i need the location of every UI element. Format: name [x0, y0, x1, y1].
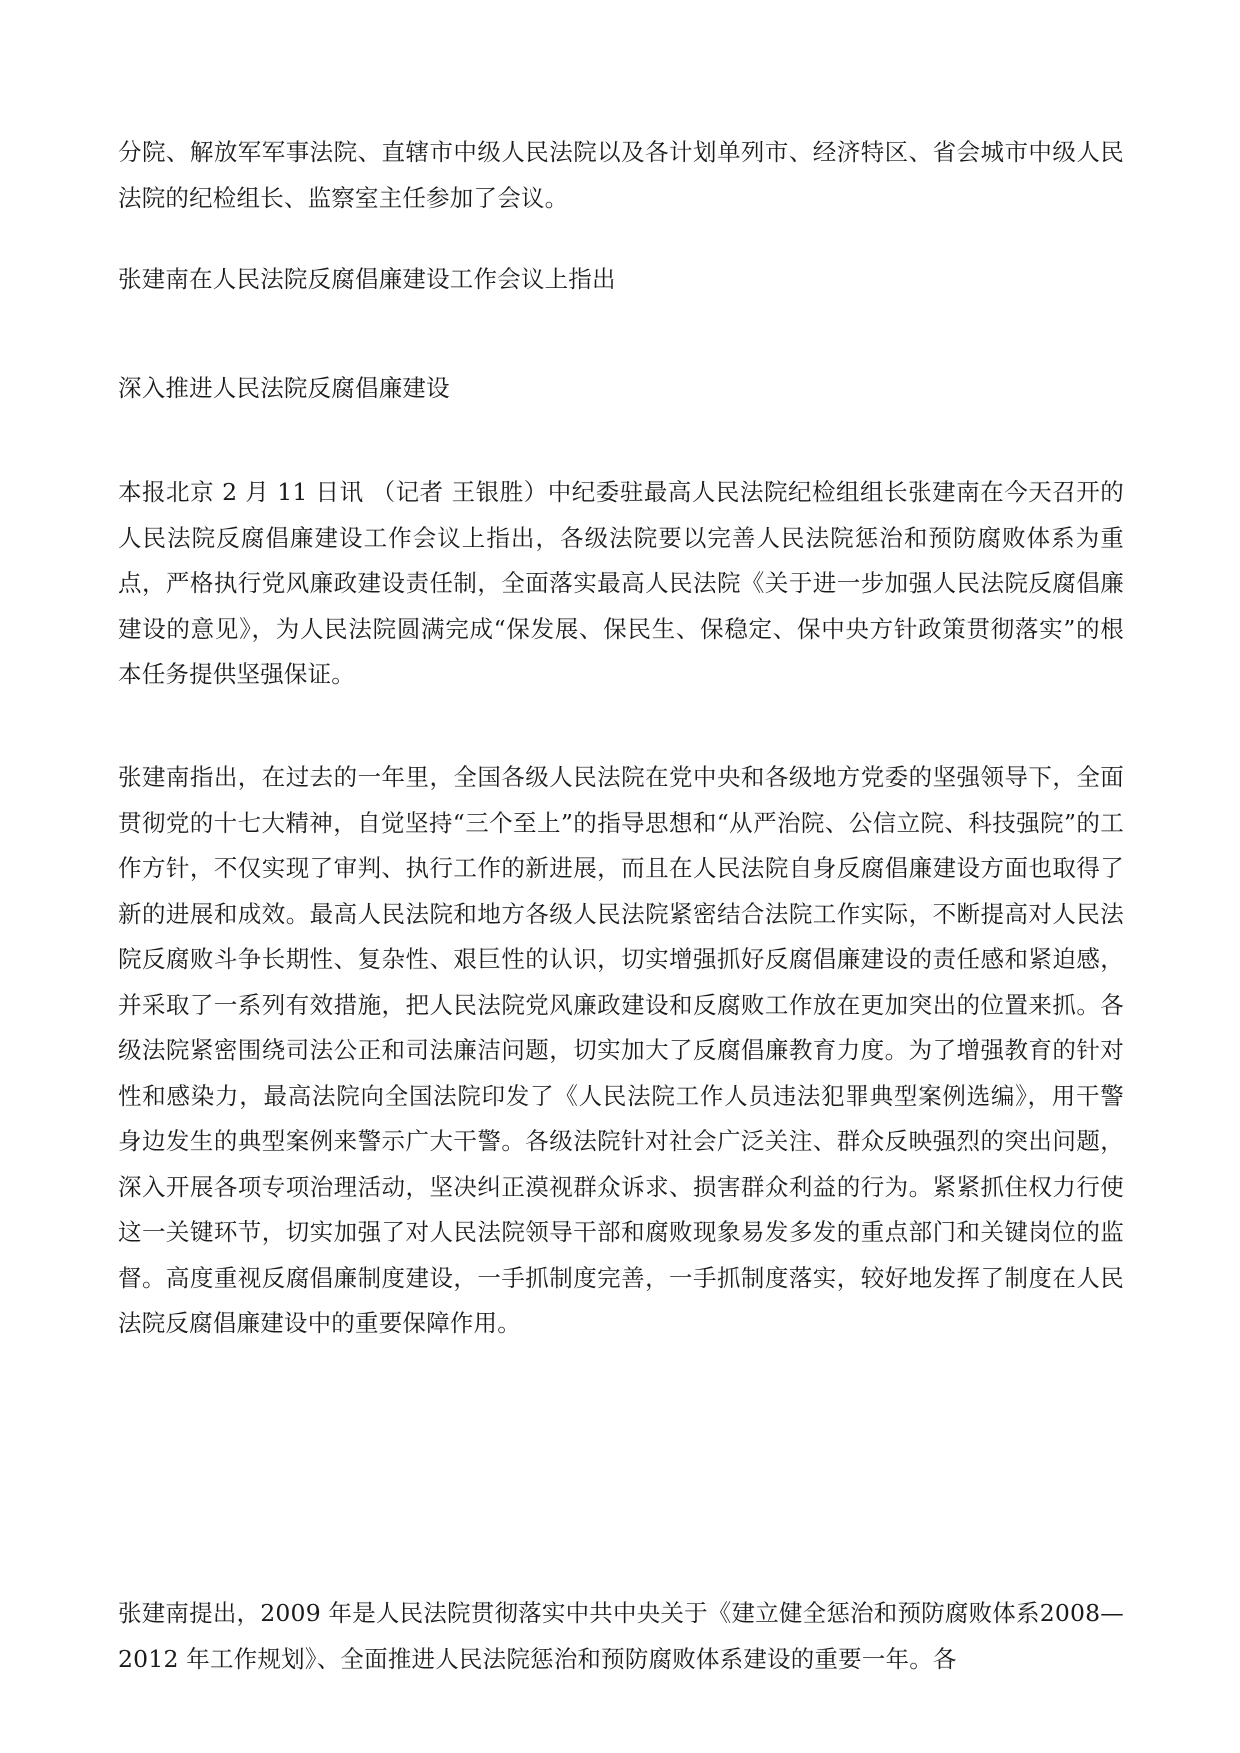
paragraph-body: 张建南指出，在过去的一年里，全国各级人民法院在党中央和各级地方党委的坚强领导下，全面贯彻党的十七大精神，自觉坚持“三个至上”的指导思想和“从严治院、公信立院、科技强院”的工作方针，不仅实现了审判、执行工作的新进展，而且在人民法院自身反腐倡廉建设方面也取得了新的进展和成效。最高人民法院和地方各级人民法院紧密结合法院工作实际，不断提高对人民法院反腐败斗争长期性、复杂性、艰巨性的认识，切实增强抓好反腐倡廉建设的责任感和紧迫感，并采取了一系列有效措施，把人民法院党风廉政建设和反腐败工作放在更加突出的位置来抓。各级法院紧密围绕司法公正和司法廉洁问题，切实加大了反腐倡廉教育力度。为了增强教育的针对性和感染力，最高法院向全国法院印发了《人民法院工作人员违法犯罪典型案例选编》，用干警身边发生的典型案例来警示广大干警。各级法院针对社会广泛关注、群众反映强烈的突出问题，深入开展各项专项治理活动，坚决纠正漠视群众诉求、损害群众利益的行为。紧紧抓住权力行使这一关键环节，切实加强了对人民法院领导干部和腐败现象易发多发的重点部门和关键岗位的监督。高度重视反腐倡廉制度建设，一手抓制度完善，一手抓制度落实，较好地发挥了制度在人民法院反腐倡廉建设中的重要保障作用。 [118, 763, 1124, 1337]
paragraph-lead: 本报北京 2 月 11 日讯 （记者 王银胜）中纪委驻最高人民法院纪检组组长张建南在今天召开的人民法院反腐倡廉建设工作会议上指出，各级法院要以完善人民法院惩治和预防腐败体系为重点，严格执行党风廉政建设责任制，全面落实最高人民法院《关于进一步加强人民法院反腐倡廉建设的意见》，为人民法院圆满完成“保发展、保民生、保稳定、保中央方针政策贯彻落实”的根本任务提供坚强保证。 [118, 478, 1124, 688]
headline-title: 深入推进人民法院反腐倡廉建设 [118, 374, 450, 402]
paragraph-continuation: 分院、解放军军事法院、直辖市中级人民法院以及各计划单列市、经济特区、省会城市中级人民法院的纪检组长、监察室主任参加了会议。 [118, 138, 1124, 212]
paragraph-body-continued: 张建南提出，2009 年是人民法院贯彻落实中共中央关于《建立健全惩治和预防腐败体系2008—2012 年工作规划》、全面推进人民法院惩治和预防腐败体系建设的重要一年。各 [118, 1599, 1124, 1673]
headline-kicker: 张建南在人民法院反腐倡廉建设工作会议上指出 [118, 265, 616, 293]
